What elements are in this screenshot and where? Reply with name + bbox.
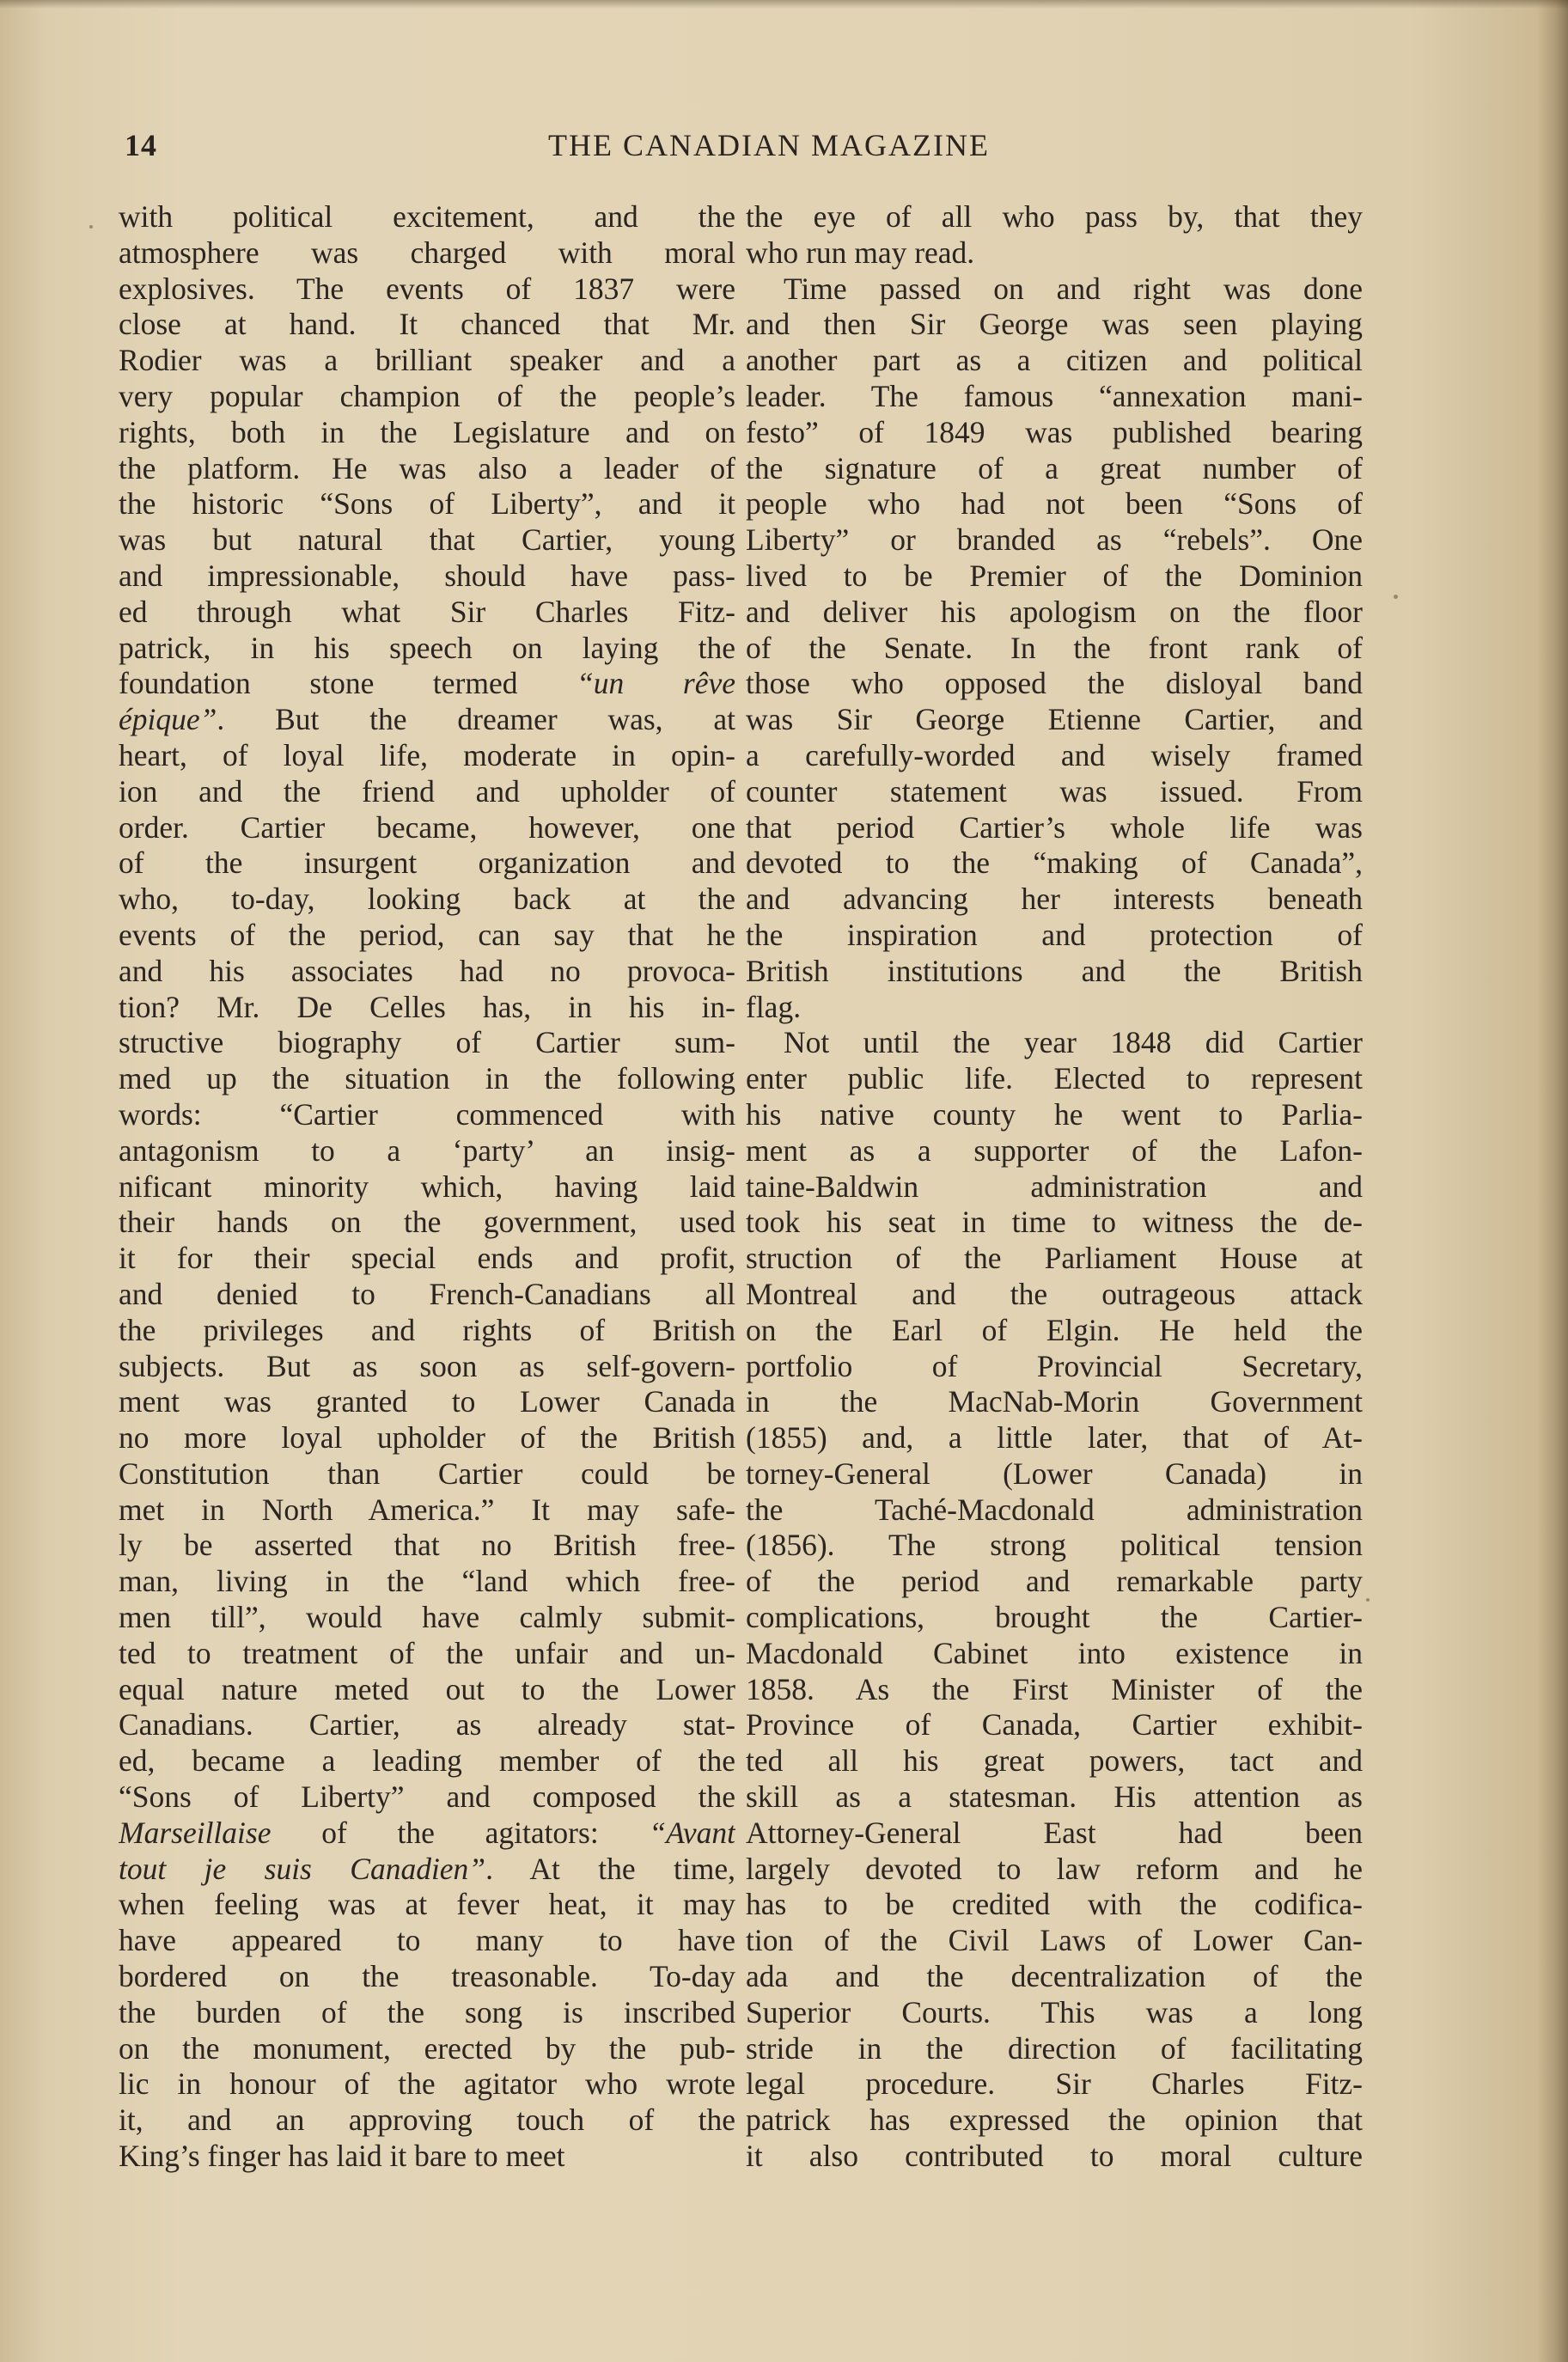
text-line: words: “Cartier commenced with <box>119 1096 735 1132</box>
text-line: lic in honour of the agitator who wrote <box>119 2066 735 2102</box>
text-line: Constitution than Cartier could be <box>119 1456 735 1491</box>
text-line: and then Sir George was seen playing <box>746 307 1363 342</box>
text-line: when feeling was at fever heat, it may <box>119 1887 735 1922</box>
text-line: took his seat in time to witness the de- <box>746 1205 1363 1240</box>
text-line: tion? Mr. De Celles has, in his in- <box>119 989 735 1024</box>
text-line: man, living in the “land which free- <box>119 1564 735 1599</box>
text-line: patrick has expressed the opinion that <box>746 2103 1363 2138</box>
text-line: struction of the Parliament House at <box>746 1241 1363 1276</box>
text-line: his native county he went to Parlia- <box>746 1096 1363 1132</box>
text-line: Superior Courts. This was a long <box>746 1994 1363 2029</box>
text-line: devoted to the “making of Canada”, <box>746 845 1363 881</box>
text-line: ted to treatment of the unfair and un- <box>119 1635 735 1670</box>
text-line: leader. The famous “annexation mani- <box>746 378 1363 413</box>
text-line: it for their special ends and profit, <box>119 1241 735 1276</box>
text-line: structive biography of Cartier sum- <box>119 1025 735 1060</box>
text-line: antagonism to a ‘party’ an insig- <box>119 1132 735 1168</box>
text-line: and deliver his apologism on the floor <box>746 594 1363 629</box>
text-line: patrick, in his speech on laying the <box>119 630 735 665</box>
text-line: Liberty” or branded as “rebels”. One <box>746 522 1363 558</box>
text-line: who run may read. <box>746 235 975 270</box>
text-line: the burden of the song is inscribed <box>119 1994 735 2029</box>
text-line: atmosphere was charged with moral <box>119 235 735 270</box>
text-line: lived to be Premier of the Dominion <box>746 558 1363 593</box>
text-line: was Sir George Etienne Cartier, and <box>746 702 1363 737</box>
text-line: ed, became a leading member of the <box>119 1743 735 1779</box>
text-line: torney-General (Lower Canada) in <box>746 1456 1363 1491</box>
text-line: ted all his great powers, tact and <box>746 1743 1363 1779</box>
text-line: order. Cartier became, however, one <box>119 809 735 845</box>
text-line: stride in the direction of facilitating <box>746 2030 1363 2066</box>
text-line: with political excitement, and the <box>119 199 735 234</box>
paper-speck <box>1394 595 1398 599</box>
text-line: flag. <box>746 989 802 1024</box>
text-line: that period Cartier’s whole life was <box>746 809 1363 845</box>
text-line: nificant minority which, having laid <box>119 1169 735 1204</box>
right-column <box>746 199 1363 2175</box>
page-binding-shadow <box>1537 0 1568 2362</box>
text-line: and advancing her interests beneath <box>746 882 1363 917</box>
text-line: Marseillaise of the agitators: “Avant <box>119 1815 735 1850</box>
text-line: largely devoted to law reform and he <box>746 1851 1363 1886</box>
text-line: festo” of 1849 was published bearing <box>746 414 1363 449</box>
text-line: British institutions and the British <box>746 953 1363 988</box>
text-line: tion of the Civil Laws of Lower Can- <box>746 1923 1363 1958</box>
text-line: and denied to French-Canadians all <box>119 1276 735 1311</box>
text-line: Province of Canada, Cartier exhibit- <box>746 1707 1363 1743</box>
text-line: very popular champion of the people’s <box>119 378 735 413</box>
text-line: ed through what Sir Charles Fitz- <box>119 594 735 629</box>
text-line: skill as a statesman. His attention as <box>746 1779 1363 1815</box>
paper-speck <box>89 225 93 229</box>
text-line: those who opposed the disloyal band <box>746 666 1363 701</box>
text-line: portfolio of Provincial Secretary, <box>746 1348 1363 1383</box>
text-line: the platform. He was also a leader of <box>119 450 735 485</box>
text-line: it also contributed to moral culture <box>746 2139 1363 2174</box>
text-line: (1856). The strong political tension <box>746 1528 1363 1563</box>
text-line: complications, brought the Cartier- <box>746 1600 1363 1635</box>
text-line: bordered on the treasonable. To-day <box>119 1959 735 1994</box>
text-line: “Sons of Liberty” and composed the <box>119 1779 735 1815</box>
text-line: Montreal and the outrageous attack <box>746 1276 1363 1311</box>
text-line: it, and an approving touch of the <box>119 2103 735 2138</box>
page-number: 14 <box>125 128 157 162</box>
text-line: the inspiration and protection of <box>746 917 1363 952</box>
text-line: 1858. As the First Minister of the <box>746 1671 1363 1706</box>
text-line: enter public life. Elected to represent <box>746 1061 1363 1096</box>
text-line: explosives. The events of 1837 were <box>119 271 735 306</box>
page-header <box>125 127 1379 168</box>
running-title: THE CANADIAN MAGAZINE <box>548 128 990 162</box>
paper-speck <box>1366 1598 1370 1602</box>
text-line: ment was granted to Lower Canada <box>119 1384 735 1419</box>
text-line: épique”. But the dreamer was, at <box>119 702 735 737</box>
text-line: Rodier was a brilliant speaker and a <box>119 343 735 378</box>
text-line: on the monument, erected by the pub- <box>119 2030 735 2066</box>
left-column <box>119 199 735 2175</box>
text-line: people who had not been “Sons of <box>746 486 1363 522</box>
text-line: ada and the decentralization of the <box>746 1959 1363 1994</box>
text-line: the Taché-Macdonald administration <box>746 1492 1363 1527</box>
text-line: Macdonald Cabinet into existence in <box>746 1635 1363 1670</box>
text-line: the historic “Sons of Liberty”, and it <box>119 486 735 522</box>
text-line: has to be credited with the codifica- <box>746 1887 1363 1922</box>
text-line: foundation stone termed “un rêve <box>119 666 735 701</box>
text-line: Attorney-General East had been <box>746 1815 1363 1850</box>
text-line: tout je suis Canadien”. At the time, <box>119 1851 735 1886</box>
text-line: events of the period, can say that he <box>119 917 735 952</box>
text-line: their hands on the government, used <box>119 1205 735 1240</box>
text-line: heart, of loyal life, moderate in opin- <box>119 737 735 772</box>
text-line: ly be asserted that no British free- <box>119 1528 735 1563</box>
text-line: equal nature meted out to the Lower <box>119 1671 735 1706</box>
text-line: men till”, would have calmly submit- <box>119 1600 735 1635</box>
text-line: a carefully-worded and wisely framed <box>746 737 1363 772</box>
text-line: Time passed on and right was done <box>784 271 1363 306</box>
text-line: Not until the year 1848 did Cartier <box>784 1025 1363 1060</box>
text-line: of the insurgent organization and <box>119 845 735 881</box>
text-line: was but natural that Cartier, young <box>119 522 735 558</box>
text-line: have appeared to many to have <box>119 1923 735 1958</box>
text-line: King’s finger has laid it bare to meet <box>119 2139 565 2174</box>
text-line: of the period and remarkable party <box>746 1564 1363 1599</box>
text-line: on the Earl of Elgin. He held the <box>746 1312 1363 1347</box>
text-line: ion and the friend and upholder of <box>119 773 735 809</box>
text-line: close at hand. It chanced that Mr. <box>119 307 735 342</box>
text-line: (1855) and, a little later, that of At- <box>746 1420 1363 1456</box>
text-line: subjects. But as soon as self-govern- <box>119 1348 735 1383</box>
text-line: who, to-day, looking back at the <box>119 882 735 917</box>
text-line: legal procedure. Sir Charles Fitz- <box>746 2066 1363 2102</box>
text-line: and his associates had no provoca- <box>119 953 735 988</box>
text-line: in the MacNab-Morin Government <box>746 1384 1363 1419</box>
text-line: ment as a supporter of the Lafon- <box>746 1132 1363 1168</box>
text-line: counter statement was issued. From <box>746 773 1363 809</box>
text-line: taine-Baldwin administration and <box>746 1169 1363 1204</box>
text-line: and impressionable, should have pass- <box>119 558 735 593</box>
text-line: the signature of a great number of <box>746 450 1363 485</box>
page-top-shadow <box>0 0 1568 9</box>
text-line: the privileges and rights of British <box>119 1312 735 1347</box>
text-line: met in North America.” It may safe- <box>119 1492 735 1527</box>
text-line: med up the situation in the following <box>119 1061 735 1096</box>
text-line: rights, both in the Legislature and on <box>119 414 735 449</box>
text-line: no more loyal upholder of the British <box>119 1420 735 1456</box>
text-line: of the Senate. In the front rank of <box>746 630 1363 665</box>
text-line: Canadians. Cartier, as already stat- <box>119 1707 735 1743</box>
text-line: the eye of all who pass by, that they <box>746 199 1363 234</box>
text-line: another part as a citizen and political <box>746 343 1363 378</box>
